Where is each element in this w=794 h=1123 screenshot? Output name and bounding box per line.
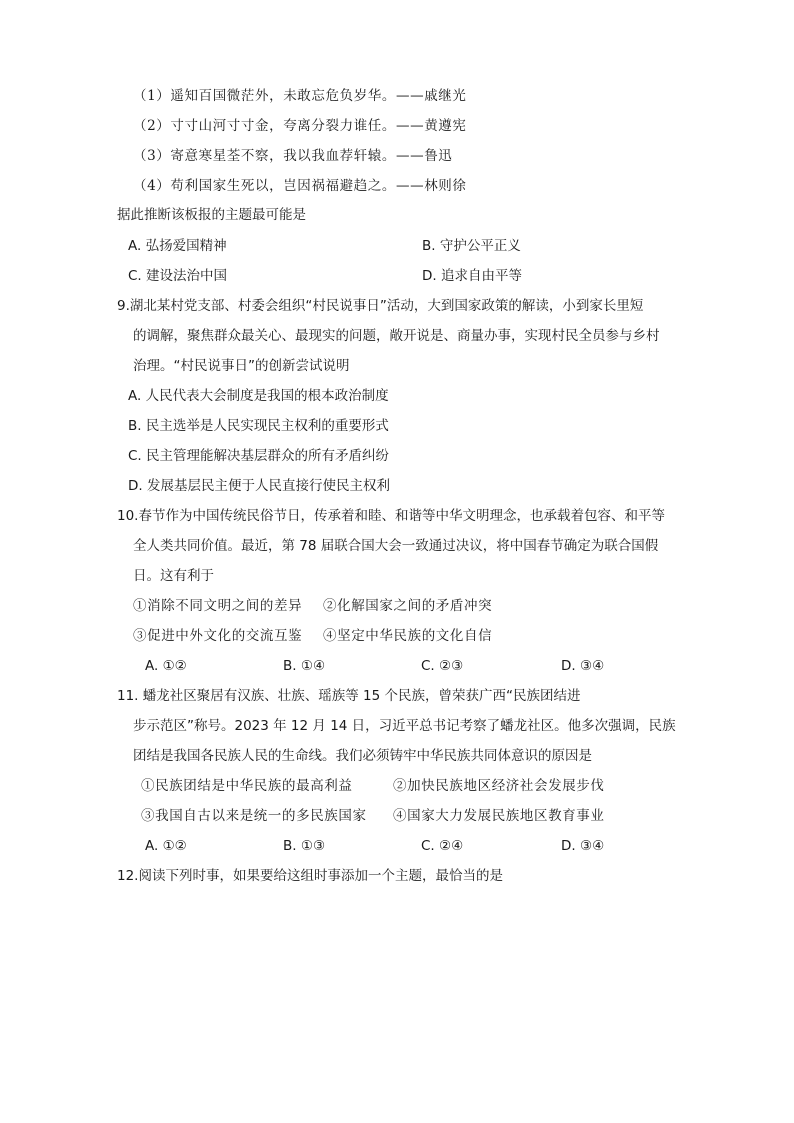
q10-choice-b: B. ①④ [283, 658, 326, 674]
q12-stem: 12.阅读下列时事，如果要给这组时事添加一个主题，最恰当的是 [117, 868, 503, 884]
q10-stem-line-3: 日。这有利于 [133, 568, 214, 584]
q9-stem-line-3: 治理。“村民说事日”的创新尝试说明 [133, 358, 350, 374]
q10-item-2: ②化解国家之间的矛盾冲突 [323, 598, 493, 614]
q9-option-b: B. 民主选举是人民实现民主权利的重要形式 [128, 418, 389, 434]
quote-line-3: （3）寄意寒星荃不察，我以我血荐轩辕。——鲁迅 [133, 148, 453, 164]
q8-option-b: B. 守护公平正义 [422, 238, 521, 254]
q10-stem-line-1: 10.春节作为中国传统民俗节日，传承着和睦、和谐等中华文明理念，也承载着包容、和平等 [117, 508, 665, 524]
q11-choice-c: C. ②④ [421, 838, 464, 854]
q8-option-a: A. 弘扬爱国精神 [128, 238, 227, 254]
q8-option-d: D. 追求自由平等 [422, 268, 522, 284]
quote-line-1: （1）遥知百国微茫外，未敢忘危负岁华。——戚继光 [133, 88, 467, 104]
q9-option-d: D. 发展基层民主便于人民直接行使民主权利 [128, 478, 390, 494]
q11-choice-b: B. ①③ [283, 838, 326, 854]
q9-option-c: C. 民主管理能解决基层群众的所有矛盾纠纷 [128, 448, 390, 464]
q11-stem-line-2: 步示范区”称号。2023 年 12 月 14 日，习近平总书记考察了蟠龙社区。他多次强调，民族 [133, 718, 676, 734]
quote-line-4: （4）苟利国家生死以，岂因祸福避趋之。——林则徐 [133, 178, 467, 194]
q11-item-1: ①民族团结是中华民族的最高利益 [141, 778, 353, 794]
q10-item-1: ①消除不同文明之间的差异 [133, 598, 303, 614]
q9-stem-line-2: 的调解，聚焦群众最关心、最现实的问题，敞开说是、商量办事，实现村民全员参与乡村 [133, 328, 660, 344]
q11-choice-a: A. ①② [145, 838, 187, 854]
q11-item-2: ②加快民族地区经济社会发展步伐 [393, 778, 605, 794]
q9-option-a: A. 人民代表大会制度是我国的根本政治制度 [128, 388, 389, 404]
q10-item-3: ③促进中外文化的交流互鉴 [133, 628, 303, 644]
q8-stem: 据此推断该板报的主题最可能是 [117, 207, 306, 223]
q10-stem-line-2: 全人类共同价值。最近，第 78 届联合国大会一致通过决议，将中国春节确定为联合国假 [133, 538, 659, 554]
q8-option-c: C. 建设法治中国 [128, 268, 228, 284]
q11-item-3: ③我国自古以来是统一的多民族国家 [141, 808, 367, 824]
q10-choice-c: C. ②③ [421, 658, 464, 674]
q11-stem-line-3: 团结是我国各民族人民的生命线。我们必须铸牢中华民族共同体意识的原因是 [133, 748, 592, 764]
q11-item-4: ④国家大力发展民族地区教育事业 [393, 808, 605, 824]
q10-item-4: ④坚定中华民族的文化自信 [323, 628, 493, 644]
q10-choice-a: A. ①② [145, 658, 187, 674]
q9-stem-line-1: 9.湖北某村党支部、村委会组织“村民说事日”活动，大到国家政策的解读，小到家长里短 [117, 298, 644, 314]
q10-choice-d: D. ③④ [561, 658, 605, 674]
q11-stem-line-1: 11. 蟠龙社区聚居有汉族、壮族、瑶族等 15 个民族，曾荣获广西“民族团结进 [117, 688, 581, 704]
q11-choice-d: D. ③④ [561, 838, 605, 854]
quote-line-2: （2）寸寸山河寸寸金，夸离分裂力谁任。——黄遵宪 [133, 118, 467, 134]
